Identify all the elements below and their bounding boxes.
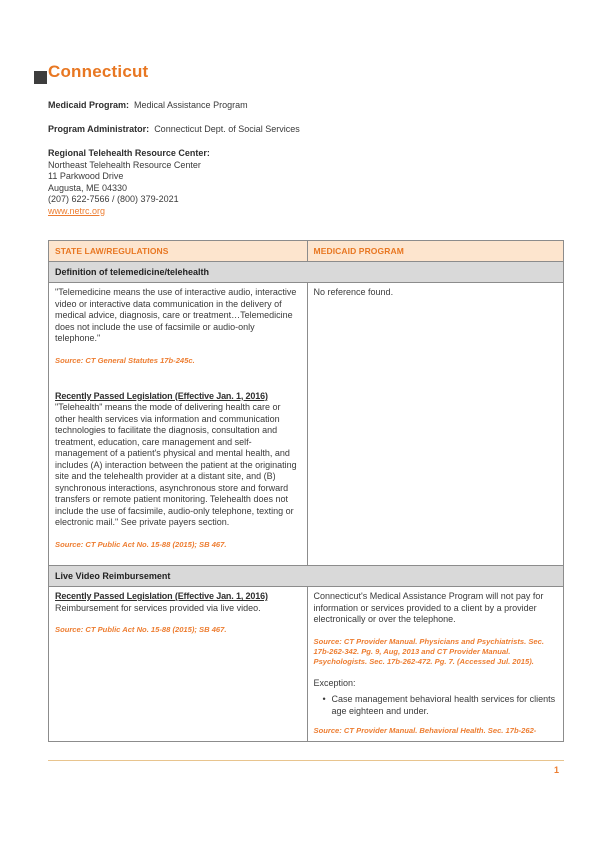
- resource-center-address1: 11 Parkwood Drive: [48, 171, 124, 181]
- column-header-state-law: STATE LAW/REGULATIONS: [49, 241, 308, 262]
- definition-source-2: Source: CT Public Act No. 15-88 (2015); SB 467.: [55, 539, 227, 549]
- definition-paragraph-1: "Telemedicine means the use of interactive audio, interactive video or interactive data communication in the delivery of medical advice, diagnosis, care or treatment…Telemedicine does not include the use of facsimile or audio-only telephone.": [55, 287, 297, 343]
- section-title-definition: Definition of telemedicine/telehealth: [49, 262, 564, 283]
- table-row: [49, 283, 564, 566]
- state-law-medicaid-table: [48, 240, 564, 742]
- definition-medicaid-cell: [307, 283, 563, 566]
- medicaid-program-label: Medicaid Program:: [48, 100, 130, 110]
- resource-center-address2: Augusta, ME 04330: [48, 182, 128, 193]
- table-header-row: [49, 241, 564, 262]
- exception-bullet-item: [314, 694, 557, 717]
- document-page: [48, 62, 564, 775]
- page-title: Connecticut: [48, 62, 149, 81]
- live-video-source: Source: CT Public Act No. 15-88 (2015); SB 467.: [55, 625, 227, 634]
- program-administrator-value: Connecticut Dept. of Social Services: [154, 124, 300, 134]
- medicaid-program-value: Medical Assistance Program: [134, 100, 248, 110]
- live-video-medicaid-cell: [307, 587, 563, 742]
- medicaid-program-line: [48, 100, 564, 112]
- definition-state-law-cell: [49, 283, 308, 566]
- live-video-legislation-heading: Recently Passed Legislation (Effective Jan. 1, 2016): [55, 591, 268, 601]
- live-video-medicaid-source-1: Source: CT Provider Manual. Physicians and Psychiatrists. Sec. 17b-262-342. Pg. 9, Aug, 2013 and CT Provider Manual. Psychologists. Sec. 17b-262-472. Pg. 7. (Accessed Jul. 2015).: [313, 636, 544, 666]
- resource-center-block: [48, 148, 564, 217]
- no-reference-text: No reference found.: [313, 287, 394, 297]
- section-row-definition: [49, 262, 564, 283]
- live-video-state-law-cell: [49, 587, 308, 742]
- program-administrator-line: [48, 124, 564, 136]
- live-video-medicaid-paragraph: Connecticut's Medical Assistance Program will not pay for information or services provided to a client by a provider electronically or over the telephone.: [313, 591, 544, 624]
- resource-center-phone: (207) 622-7566 / (800) 379-2021: [48, 194, 179, 204]
- page-corner-mark: [34, 71, 47, 84]
- live-video-paragraph: Reimbursement for services provided via live video.: [55, 602, 261, 613]
- section-title-live-video: Live Video Reimbursement: [49, 566, 564, 587]
- footer-divider: [48, 760, 564, 761]
- table-row: [49, 587, 564, 742]
- resource-center-website-link[interactable]: www.netrc.org: [48, 205, 106, 216]
- definition-paragraph-2: "Telehealth" means the mode of delivering health care or other health services via information and communication technologies to facilitate the diagnosis, consultation and treatment, education, care management and self-management of a patient's physical and mental health, and includes (A) interaction between the patient at the originating site and the telehealth provider at a distant site, and (B) synchronous interactions, asynchronous store and forward transfers or remote patient monitoring. Telehealth does not include the use of facsimile, audio-only telephone, texting or electronic mail." See private payers section.: [55, 402, 297, 527]
- bullet-icon: •: [322, 694, 326, 704]
- exception-label: Exception:: [313, 677, 356, 688]
- resource-center-label: Regional Telehealth Resource Center:: [48, 148, 210, 158]
- page-number: 1: [553, 765, 559, 775]
- program-administrator-label: Program Administrator:: [48, 124, 150, 134]
- column-header-medicaid-program: MEDICAID PROGRAM: [307, 241, 563, 262]
- definition-source-1: Source: CT General Statutes 17b-245c.: [55, 355, 195, 365]
- exception-bullet-text: Case management behavioral health services for clients age eighteen and under.: [331, 694, 556, 716]
- program-info-block: [48, 100, 564, 217]
- live-video-medicaid-source-2: Source: CT Provider Manual. Behavioral Health. Sec. 17b-262-: [313, 726, 537, 735]
- definition-legislation-heading: Recently Passed Legislation (Effective Jan. 1, 2016): [55, 390, 268, 401]
- resource-center-name: Northeast Telehealth Resource Center: [48, 159, 201, 170]
- section-row-live-video: [49, 566, 564, 587]
